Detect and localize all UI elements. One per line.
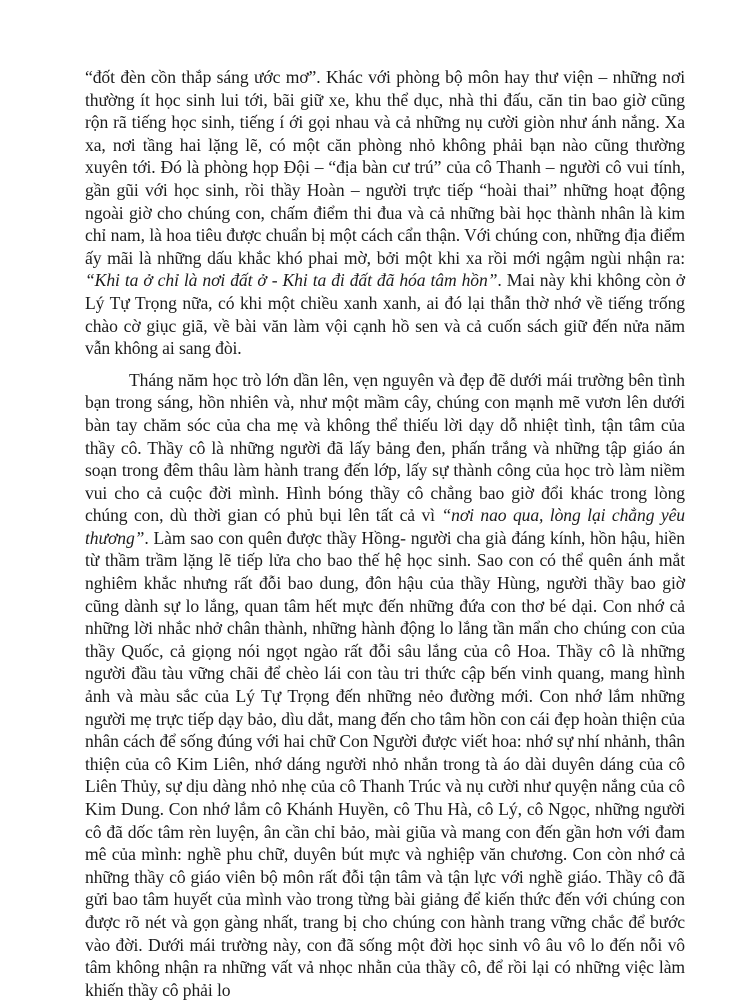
text-segment: Tháng năm học trò lớn dần lên, vẹn nguyên và đẹp đẽ dưới mái trường bên tình bạn trong sáng, hồn nhiên và, như một mầm cây, chúng con mạnh mẽ vươn lên dưới bàn tay chăm sóc của cha mẹ và không thể thiếu lời dạy dỗ nhiệt tình, tận tâm của thầy cô. Thầy cô là những người đã lấy bảng đen, phấn trắng và những tập giáo án soạn trong đêm thâu làm hành trang đến lớp, lấy sự thành công của học trò làm niềm vui cho cả cuộc đời mình. Hình bóng thầy cô chẳng bao giờ đổi khác trong lòng chúng con, dù thời gian có phủ bụi lên tất cả vì xyxy=(85,369,685,526)
body-text xyxy=(85,66,685,1001)
paragraph-2 xyxy=(85,369,685,1001)
paragraph-1 xyxy=(85,66,685,360)
quote-italic: “nơi nao qua, lòng lại chẳng yêu thương” xyxy=(85,505,685,548)
text-segment: . Làm sao con quên được thầy Hồng- người cha già đáng kính, hồn hậu, hiền từ thầm trầm lặng lẽ tiếp lửa cho bao thế hệ học sinh. Sao con có thể quên ánh mắt nghiêm khắc nhưng rất đỗi bao dung, đôn hậu của thầy Hùng, người thầy bao giờ cũng dành sự lo lắng, quan tâm hết mực đến những đứa con thơ bé dại. Con nhớ cả những lời nhắc nhở chân thành, những hành động lo lắng tần mẩn cho chúng con của thầy Quốc, cả giọng nói ngọt ngào rất đỗi sâu lắng của cô Hoa. Thầy cô là những người đầu tàu vững chãi để chèo lái con tàu tri thức cập bến vinh quang, mang hình ảnh và màu sắc của Lý Tự Trọng đến những nẻo đường mới. Con nhớ lắm những người mẹ trực tiếp dạy bảo, dìu dắt, mang đến cho tâm hồn con cái đẹp hoàn thiện của nhân cách để sống đúng với hai chữ Con Người được viết hoa: nhớ sự nhí nhảnh, thân thiện của cô Kim Liên, nhớ dáng người nhỏ nhắn trong tà áo dài duyên dáng của cô Liên Thủy, sự dịu dàng nhỏ nhẹ của cô Thanh Trúc và nụ cười như quyện nắng của cô Kim Dung. Con nhớ lắm cô Khánh Huyền, cô Thu Hà, cô Lý, cô Ngọc, những người cô đã dốc tâm rèn luyện, ân cần chỉ bảo, mài giũa và mang con đến gần hơn với đam mê của mình: nghề phu chữ, duyên bút mực và nghiệp văn chương. Con còn nhớ cả những thầy cô giáo viên bộ môn rất đỗi tận tâm và tận lực với nghề giáo. Thầy cô đã gửi bao tâm huyết của mình vào trong từng bài giảng để kiến thức đến với chúng con được rõ nét và gọn gàng nhất, trang bị cho chúng con hành trang vững chắc để bước vào đời. Dưới mái trường này, con đã sống một đời học sinh vô âu vô lo đến nỗi vô tâm không nhận ra những vất vả nhọc nhằn của thầy cô, để rồi lại có những việc làm khiến thầy cô phải lo xyxy=(85,527,685,1000)
text-segment: . Mai này khi không còn ở Lý Tự Trọng nữa, có khi một chiều xanh xanh, ai đó lại thẫn thờ nhớ về tiếng trống chào cờ giục giã, về bài văn làm vội cạnh hồ sen và cả cuốn sách giữ đến nửa năm vẫn không ai sang đòi. xyxy=(85,270,685,359)
text-segment: “đốt đèn cồn thắp sáng ước mơ”. Khác với phòng bộ môn hay thư viện – những nơi thường ít học sinh lui tới, bãi giữ xe, khu thể dục, nhà thi đấu, căn tin bao giờ cũng rộn rã tiếng học sinh, tiếng í ới gọi nhau và cả những nụ cười giòn như ánh nắng. Xa xa, nơi tầng hai lặng lẽ, có một căn phòng nhỏ không phải bạn nào cũng thường xuyên tới. Đó là phòng họp Đội – “địa bàn cư trú” của cô Thanh – người cô vui tính, gần gũi với học sinh, rồi thầy Hoàn – người trực tiếp “hoài thai” những hoạt động ngoài giờ cho chúng con, chấm điểm thi đua và cả những bài học thành nhân là kim chỉ nam, là hoa tiêu được chuẩn bị một cách cẩn thận. Với chúng con, những địa điểm ấy mãi là những dấu khắc khó phai mờ, bởi một khi xa rồi mới ngậm ngùi nhận ra: xyxy=(85,67,685,268)
quote-italic: “Khi ta ở chỉ là nơi đất ở - Khi ta đi đất đã hóa tâm hồn” xyxy=(85,270,498,291)
